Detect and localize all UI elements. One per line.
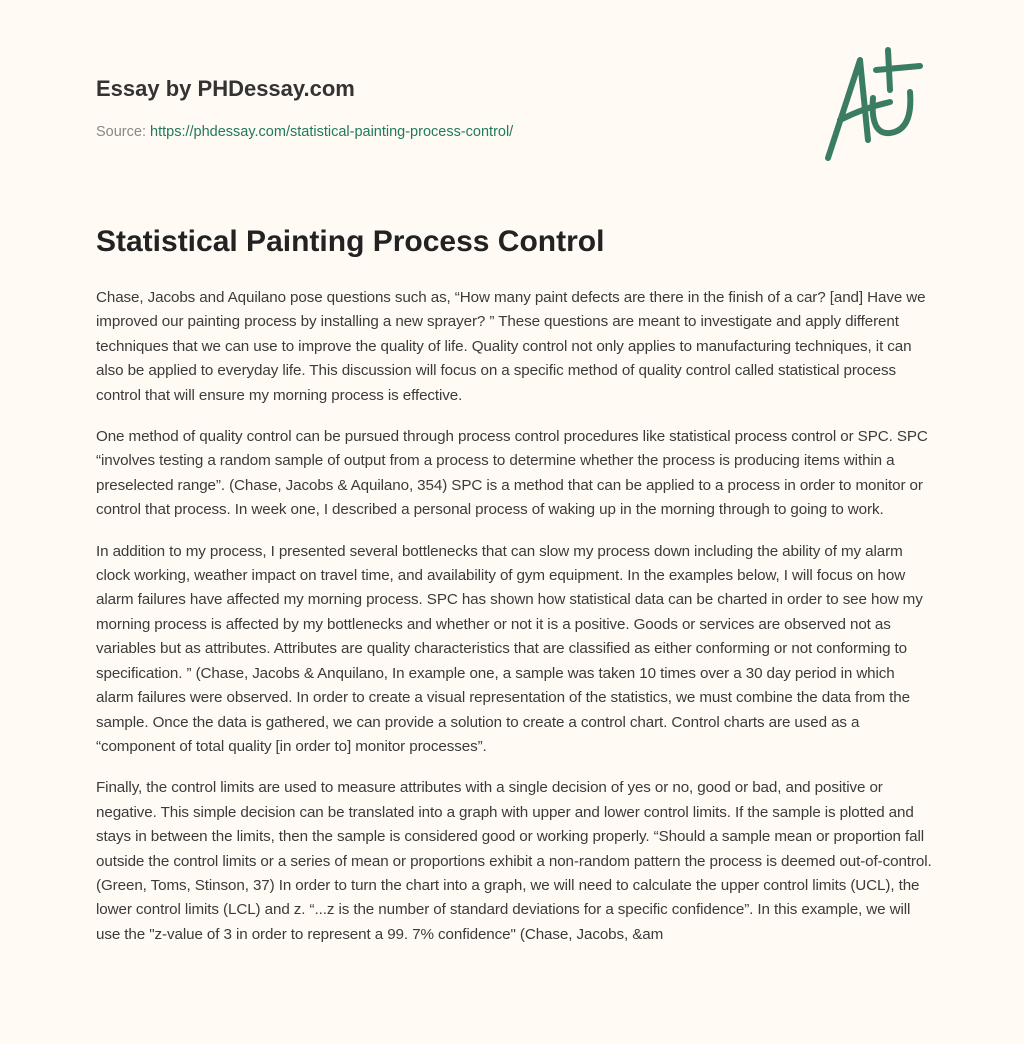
- a-plus-logo-icon: [818, 40, 928, 165]
- paragraph: In addition to my process, I presented several bottlenecks that can slow my process down including the ability of my alarm clock working, weather impact on travel time, and availability of gym equipment. In the examples below, I will focus on how alarm failures have affected my morning process. SPC has shown how statistical data can be charted in order to see how my morning process is affected by my bottlenecks and whether or not it is a positive. Goods or services are observed not as variables but as attributes. Attributes are quality characteristics that are classified as either conforming or not conforming to specification. ” (Chase, Jacobs & Anquilano, In example one, a sample was taken 10 times over a 30 day period in which alarm failures were observed. In order to create a visual representation of the statistics, we must combine the data from the sample. Once the data is gathered, we can provide a solution to create a control chart. Control charts are used as a “component of total quality [in order to] monitor processes”.: [96, 542, 923, 755]
- essay-header: [96, 76, 513, 140]
- article-title: Statistical Painting Process Control: [96, 225, 605, 258]
- paragraph: One method of quality control can be pursued through process control procedures like statistical process control or SPC. SPC “involves testing a random sample of output from a process to determine whether the process is producing items within a preselected range”. (Chase, Jacobs & Aquilano, 354) SPC is a method that can be applied to a process in order to monitor or control that process. In week one, I described a personal process of waking up in the morning through to going to work.: [96, 428, 928, 519]
- article-body: [96, 286, 936, 964]
- source-link[interactable]: https://phdessay.com/statistical-painting-process-control/: [150, 124, 514, 140]
- paragraph: Finally, the control limits are used to measure attributes with a single decision of yes or no, good or bad, and positive or negative. This simple decision can be translated into a graph with upper and lower control limits. If the sample is plotted and stays in between the limits, then the sample is considered good or working properly. “Should a sample mean or proportion fall outside the control limits or a series of mean or proportions exhibit a non-random pattern the process is deemed out-of-control. (Green, Toms, Stinson, 37) In order to turn the chart into a graph, we will need to calculate the upper control limits (UCL), the lower control limits (LCL) and z. “...z is the number of standard deviations for a specific confidence”. In this example, we will use the "z-value of 3 in order to represent a 99. 7% confidence" (Chase, Jacobs, &am: [96, 779, 932, 943]
- source-line: [96, 124, 513, 140]
- source-label: Source:: [96, 124, 146, 140]
- paragraph: Chase, Jacobs and Aquilano pose questions such as, “How many paint defects are there in the finish of a car? [and] Have we improved our painting process by installing a new sprayer? ” These questions are meant to investigate and apply different techniques that we can use to improve the quality of life. Quality control not only applies to manufacturing techniques, it can also be applied to everyday life. This discussion will focus on a specific method of quality control called statistical process control that will ensure my morning process is effective.: [96, 289, 926, 404]
- site-title: Essay by PHDessay.com: [96, 76, 355, 101]
